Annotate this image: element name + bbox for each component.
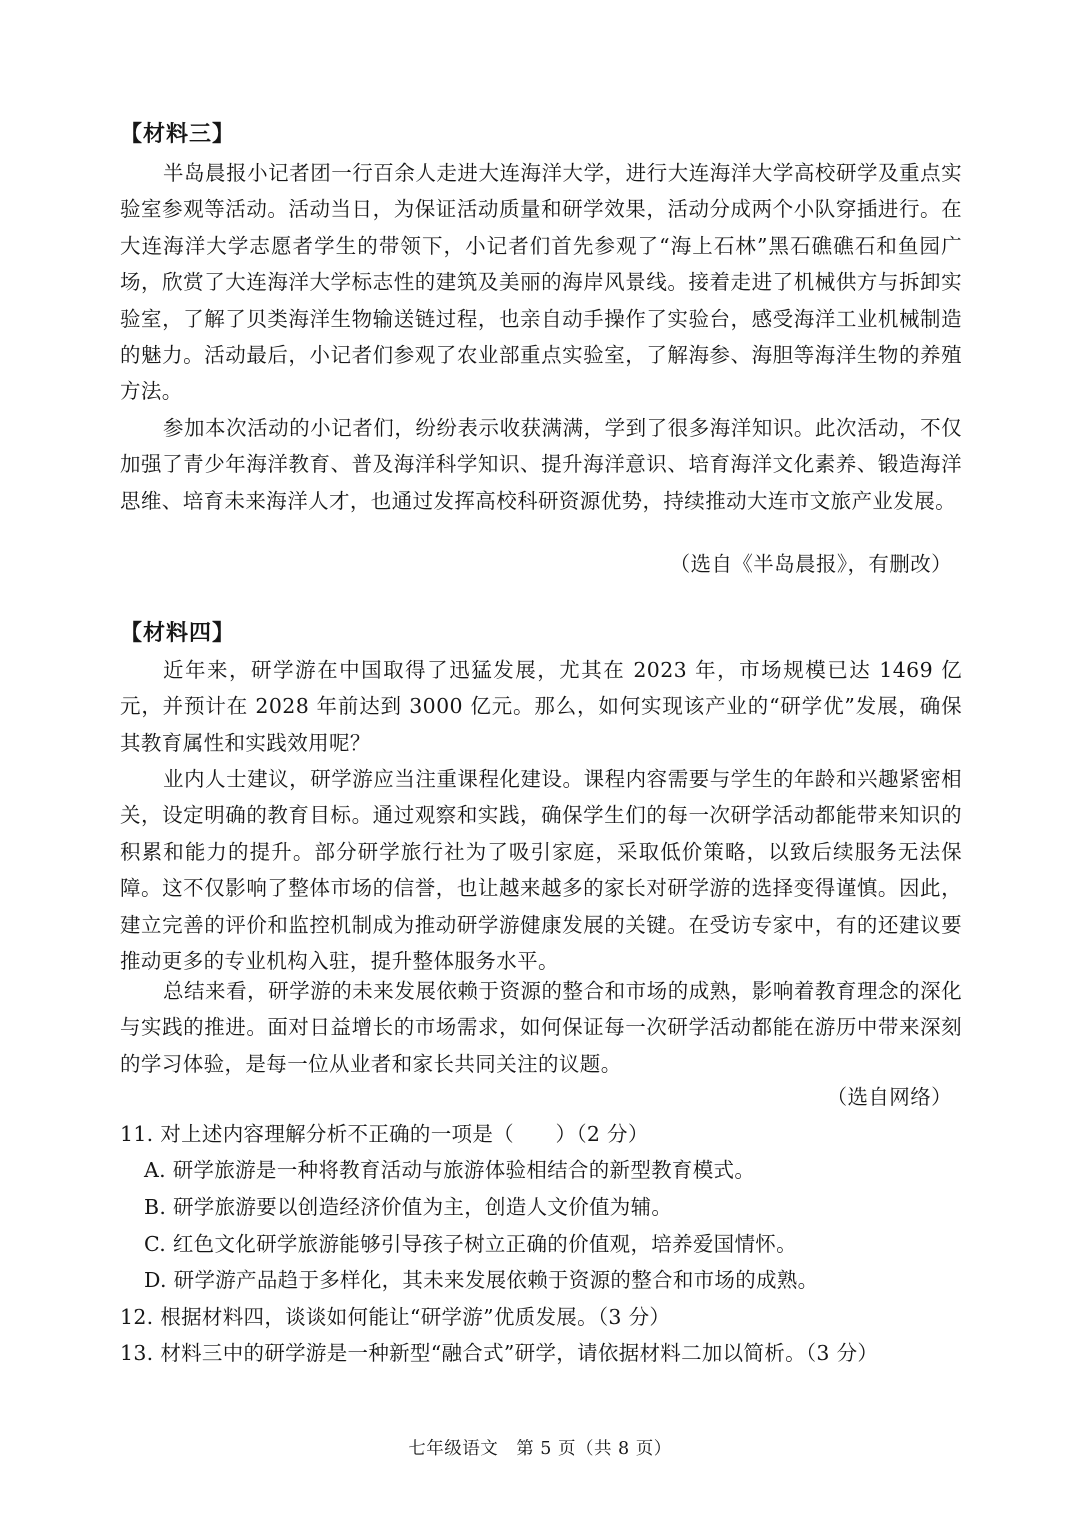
- question-13: 13. 材料三中的研学游是一种新型“融合式”研学，请依据材料二加以简析。（3 分）: [120, 1341, 879, 1365]
- question-12: 12. 根据材料四，谈谈如何能让“研学游”优质发展。（3 分）: [120, 1305, 671, 1329]
- material-3-source: （选自《半岛晨报》，有删改）: [669, 552, 952, 576]
- material-4-paragraph-1: 近年来，研学游在中国取得了迅猛发展，尤其在 2023 年，市场规模已达 1469 亿元，并预计在 2028 年前达到 3000 亿元。那么，如何实现该产业的“研学优”发展，确保其教育属性和实践效用呢？: [120, 658, 962, 755]
- material-4-paragraph-2: 业内人士建议，研学游应当注重课程化建设。课程内容需要与学生的年龄和兴趣紧密相关，设定明确的教育目标。通过观察和实践，确保学生们的每一次研学活动都能带来知识的积累和能力的提升。部分研学旅行社为了吸引家庭，采取低价策略，以致后续服务无法保障。这不仅影响了整体市场的信誉，也让越来越多的家长对研学游的选择变得谨慎。因此，建立完善的评价和监控机制成为推动研学游健康发展的关键。在受访专家中，有的还建议要推动更多的专业机构入驻，提升整体服务水平。: [120, 767, 962, 974]
- material-4-paragraph-3: 总结来看，研学游的未来发展依赖于资源的整合和市场的成熟，影响着教育理念的深化与实践的推进。面对日益增长的市场需求，如何保证每一次研学活动都能在游历中带来深刻的学习体验，是每一位从业者和家长共同关注的议题。: [120, 979, 962, 1076]
- material-4-title: 【材料四】: [120, 621, 236, 646]
- material-3-title: 【材料三】: [120, 122, 236, 147]
- material-4-source: （选自网络）: [826, 1085, 952, 1109]
- question-11-option-c: C. 红色文化研学旅游能够引导孩子树立正确的价值观，培养爱国情怀。: [144, 1232, 797, 1256]
- material-3-paragraph-1: 半岛晨报小记者团一行百余人走进大连海洋大学，进行大连海洋大学高校研学及重点实验室参观等活动。活动当日，为保证活动质量和研学效果，活动分成两个小队穿插进行。在大连海洋大学志愿者学生的带领下，小记者们首先参观了“海上石林”黑石礁礁石和鱼园广场，欣赏了大连海洋大学标志性的建筑及美丽的海岸风景线。接着走进了机械供方与拆卸实验室，了解了贝类海洋生物输送链过程，也亲自动手操作了实验台，感受海洋工业机械制造的魅力。活动最后，小记者们参观了农业部重点实验室，了解海参、海胆等海洋生物的养殖方法。: [120, 161, 962, 404]
- page-footer: 七年级语文 第 5 页（共 8 页）: [408, 1439, 672, 1459]
- question-11-option-d: D. 研学游产品趋于多样化，其未来发展依赖于资源的整合和市场的成熟。: [144, 1268, 819, 1292]
- question-11: 11. 对上述内容理解分析不正确的一项是（ ）（2 分）: [120, 1122, 649, 1146]
- question-11-option-b: B. 研学旅游要以创造经济价值为主，创造人文价值为辅。: [144, 1195, 673, 1219]
- material-3-paragraph-2: 参加本次活动的小记者们，纷纷表示收获满满，学到了很多海洋知识。此次活动，不仅加强了青少年海洋教育、普及海洋科学知识、提升海洋意识、培育海洋文化素养、锻造海洋思维、培育未来海洋人才，也通过发挥高校科研资源优势，持续推动大连市文旅产业发展。: [120, 416, 962, 513]
- question-11-option-a: A. 研学旅游是一种将教育活动与旅游体验相结合的新型教育模式。: [144, 1158, 756, 1182]
